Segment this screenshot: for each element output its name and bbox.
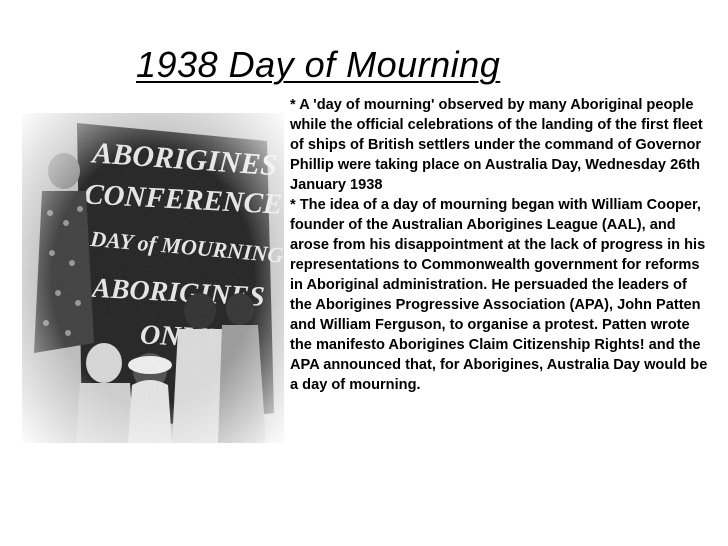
paragraph-1: * A 'day of mourning' observed by many Aboriginal people while the official celebrations of the landing of the first fleet of ships of British settlers under the command of Governor Phillip were taking place on Australia Day, Wednesday 26th January 1938 bbox=[290, 97, 703, 193]
slide-title: 1938 Day of Mourning bbox=[136, 44, 501, 85]
paragraph-2: * The idea of a day of mourning began with William Cooper, founder of the Australian Aborigines League (AAL), and arose from his disappointment at the lack of progress in his representations to Commonwealth government for reforms in Aboriginal administration. He persuaded the leaders of the Aborigines Progressive Association (APA), John Patten and William Ferguson, to organise a protest. Patten wrote the manifesto Aborigines Claim Citizenship Rights! and the APA announced that, for Aborigines, Australia Day would be a day of mourning. bbox=[290, 197, 708, 393]
historical-photo bbox=[22, 113, 284, 443]
body-text bbox=[290, 95, 708, 395]
